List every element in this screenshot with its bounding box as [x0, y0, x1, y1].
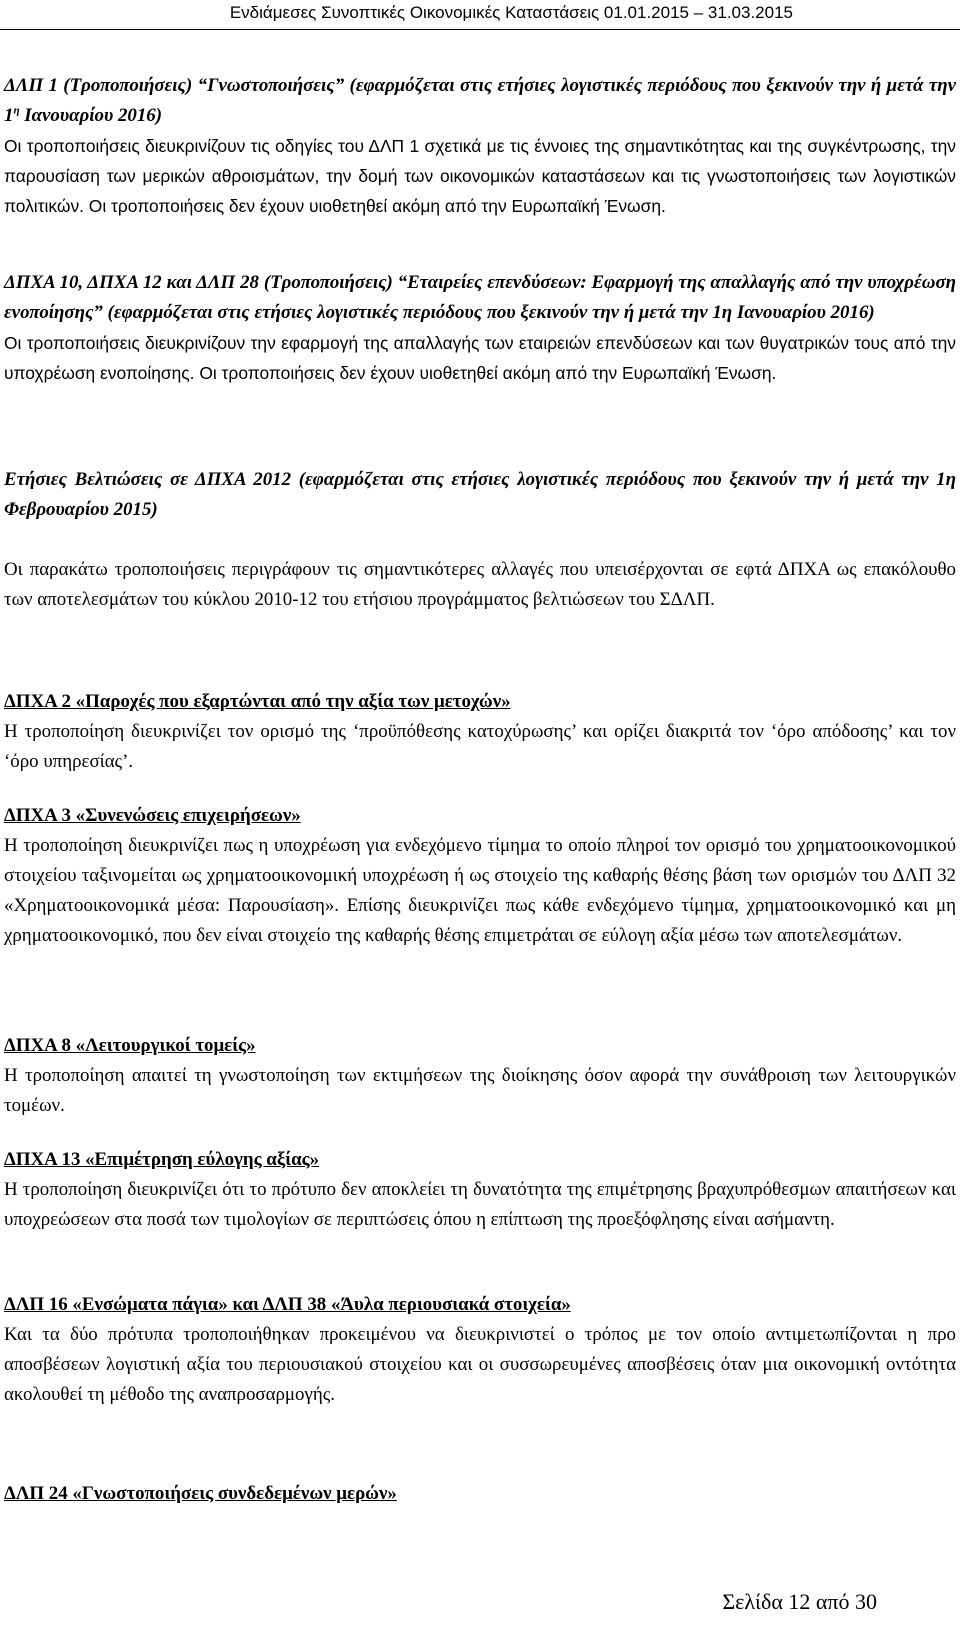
section-body: Η τροποποίηση διευκρινίζει τον ορισμό της ‘προϋπόθεσης κατοχύρωσης’ και ορίζει διακριτά τον ‘όρο απόδοσης’ και τον ‘όρο υπηρεσίας’.	[4, 721, 956, 772]
section-annual-improvements	[4, 465, 956, 615]
section-title	[4, 71, 956, 131]
superscript: η	[13, 104, 20, 117]
section-ifrs2	[4, 687, 956, 777]
section-title-text-end: Ιανουαρίου 2016)	[19, 105, 163, 126]
section-body: Οι τροποποιήσεις διευκρινίζουν τις οδηγίες του ΔΛΠ 1 σχετικά με τις έννοιες της σημαντικότητας και της συγκέντρωσης, την παρουσίαση των μερικών αθροισμάτων, την δομή των οικονομικών καταστάσεων και τις γνωστοποιήσεις των λογιστικών πολιτικών. Οι τροποποιήσεις δεν έχουν υιοθετηθεί ακόμη από την Ευρωπαϊκή Ένωση.	[4, 136, 956, 216]
section-body: Η τροποποίηση διευκρινίζει ότι το πρότυπο δεν αποκλείει τη δυνατότητα της επιμέτρησης βραχυπρόθεσμων απαιτήσεων και υποχρεώσεων στα ποσά των τιμολογίων σε περιπτώσεις όπου η επίπτωση της προεξόφλησης είναι ασήμαντη.	[4, 1179, 956, 1230]
section-title-text: ΔΛΠ 1 (Τροποποιήσεις) “Γνωστοποιήσεις” (εφαρμόζεται στις ετήσιες λογιστικές περιόδους που ξεκινούν την ή μετά την 1	[4, 75, 956, 126]
section-body: Και τα δύο πρότυπα τροποποιήθηκαν προκειμένου να διευκρινιστεί ο τρόπος με τον οποίο αντιμετωπίζονται η προ αποσβέσεων λογιστική αξία του περιουσιακού στοιχείου και οι συσσωρευμένες αποσβέσεις όταν μια οικονομική οντότητα ακολουθεί τη μέθοδο της αναπροσαρμογής.	[4, 1324, 956, 1405]
page-number: Σελίδα 12 από 30	[722, 1589, 877, 1614]
running-header: Ενδιάμεσες Συνοπτικές Οικονομικές Καταστάσεις 01.01.2015 – 31.03.2015	[229, 3, 793, 22]
section-body: Οι τροποποιήσεις διευκρινίζουν την εφαρμογή της απαλλαγής των εταιρειών επενδύσεων και των θυγατρικών τους από την υποχρέωση ενοποίησης. Οι τροποποιήσεις δεν έχουν υιοθετηθεί ακόμη από την Ευρωπαϊκή Ένωση.	[4, 333, 956, 383]
section-title: ΔΛΠ 24 «Γνωστοποιήσεις συνδεδεμένων μερών»	[4, 1483, 397, 1504]
section-ias24	[4, 1479, 956, 1509]
section-ias16-38	[4, 1290, 956, 1410]
header-divider	[0, 29, 960, 30]
section-body: Η τροποποίηση διευκρινίζει πως η υποχρέωση για ενδεχόμενο τίμημα το οποίο πληροί τον ορισμό του χρηματοοικονομικού στοιχείου ταξινομείται ως χρηματοοικονομική υποχρέωση ή ως στοιχείο της καθαρής θέσης βάση των ορισμών του ΔΛΠ 32 «Χρηματοοικονομικά μέσα: Παρουσίαση». Επίσης διευκρινίζει πως κάθε ενδεχόμενο τίμημα, χρηματοοικονομικό και μη χρηματοοικονομικό, που δεν είναι στοιχείο της καθαρής θέσης επιμετράται σε εύλογη αξία μέσω των αποτελεσμάτων.	[4, 835, 956, 946]
section-ifrs3	[4, 801, 956, 951]
section-title: ΔΠΧΑ 2 «Παροχές που εξαρτώνται από την αξία των μετοχών»	[4, 691, 511, 712]
section-ifrs8	[4, 1031, 956, 1121]
section-body: Η τροποποίηση απαιτεί τη γνωστοποίηση των εκτιμήσεων της διοίκησης όσον αφορά την συνάθροιση των λειτουργικών τομέων.	[4, 1065, 956, 1116]
section-ifrs10-12-ias28	[4, 268, 956, 388]
section-body: Οι παρακάτω τροποποιήσεις περιγράφουν τις σημαντικότερες αλλαγές που υπεισέρχονται σε εφτά ΔΠΧΑ ως επακόλουθο των αποτελεσμάτων του κύκλου 2010-12 του ετήσιου προγράμματος βελτιώσεων του ΣΔΛΠ.	[4, 559, 956, 610]
section-title: ΔΠΧΑ 13 «Επιμέτρηση εύλογης αξίας»	[4, 1149, 320, 1170]
section-title: Ετήσιες Βελτιώσεις σε ΔΠΧΑ 2012 (εφαρμόζεται στις ετήσιες λογιστικές περιόδους που ξεκινούν την ή μετά την 1η Φεβρουαρίου 2015)	[4, 469, 956, 520]
section-ifrs13	[4, 1145, 956, 1235]
section-title: ΔΠΧΑ 10, ΔΠΧΑ 12 και ΔΛΠ 28 (Τροποποιήσεις) “Εταιρείες επενδύσεων: Εφαρμογή της απαλλαγής από την υποχρέωση ενοποίησης” (εφαρμόζεται στις ετήσιες λογιστικές περιόδους που ξεκινούν την ή μετά την 1η Ιανουαρίου 2016)	[4, 272, 956, 323]
section-title: ΔΠΧΑ 3 «Συνενώσεις επιχειρήσεων»	[4, 805, 301, 826]
section-title: ΔΛΠ 16 «Ενσώματα πάγια» και ΔΛΠ 38 «Άυλα περιουσιακά στοιχεία»	[4, 1294, 571, 1315]
section-title: ΔΠΧΑ 8 «Λειτουργικοί τομείς»	[4, 1035, 256, 1056]
section-ias1	[4, 71, 956, 221]
